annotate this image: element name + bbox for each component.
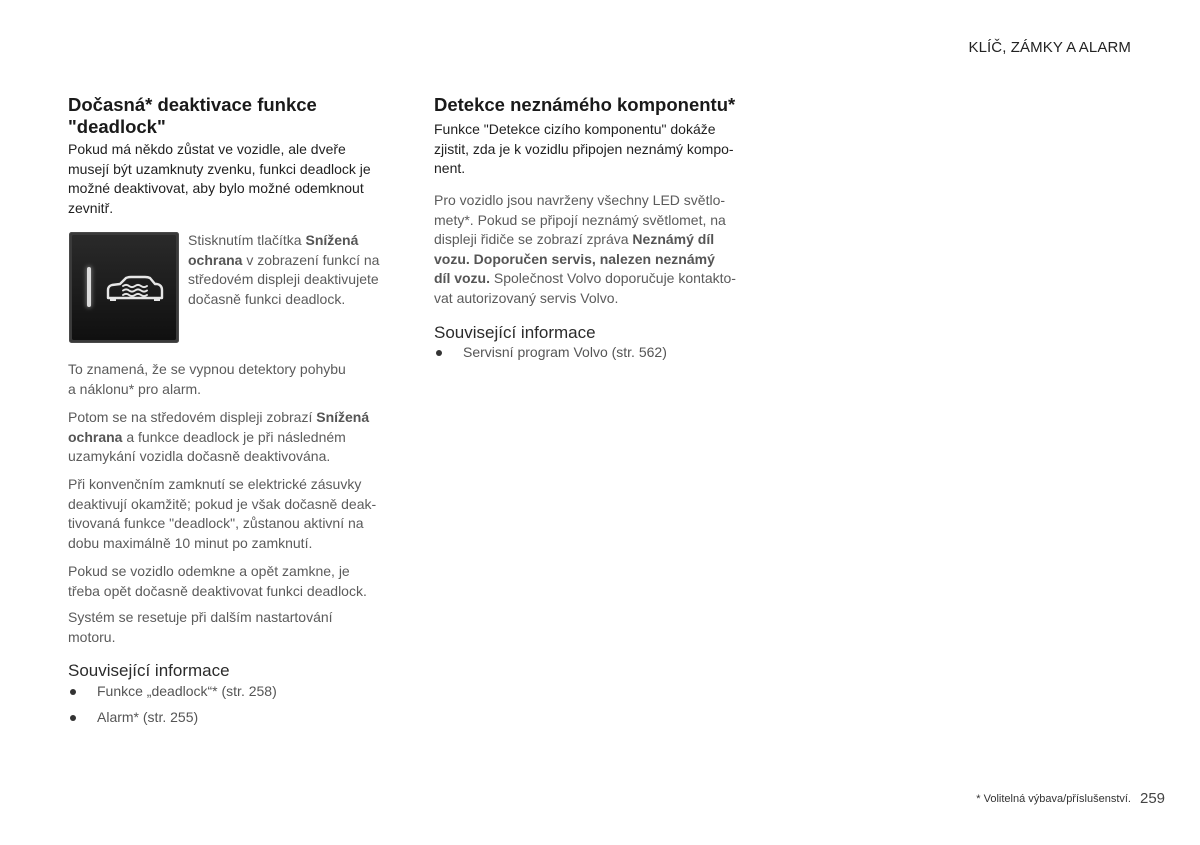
bullet-icon — [70, 715, 76, 721]
text-line — [434, 230, 736, 250]
text-line: nent. — [434, 160, 466, 177]
reduced-guard-button-graphic — [69, 232, 179, 343]
text-line: a náklonu* pro alarm. — [68, 380, 202, 397]
text-line: musejí být uzamknuty zvenku, funkci deadlock je — [68, 160, 371, 177]
text-line — [434, 250, 736, 270]
related-link-deadlock[interactable] — [68, 682, 277, 702]
related-link-label: Servisní program Volvo (str. 562) — [463, 344, 667, 360]
related-info-title: Související informace — [434, 323, 596, 342]
button-caption — [188, 231, 379, 309]
display-label-text: Snížená — [305, 232, 359, 248]
display-label-text: ochrana — [188, 251, 243, 268]
text-line — [434, 269, 736, 289]
reduced-guard-button-image — [69, 232, 179, 343]
text-run: a funkce deadlock je při následném — [122, 428, 346, 445]
text-run: v zobrazení funkcí na — [242, 251, 380, 268]
related-info-title: Související informace — [68, 661, 230, 680]
text-line — [68, 408, 369, 428]
text-line: uzamykání vozidla dočasně deaktivována. — [68, 448, 331, 465]
related-link-label: Funkce „deadlock“* (str. 258) — [97, 683, 277, 699]
text-line — [68, 428, 369, 448]
text-line: Pro vozidlo jsou navrženy všechny LED světlo- — [434, 192, 726, 208]
related-info-deadlock — [68, 661, 398, 731]
display-message-text: Neznámý díl — [632, 231, 715, 248]
text-line: dočasně funkci deadlock. — [188, 290, 346, 307]
text-run: Stisknutím tlačítka — [188, 232, 306, 248]
text-line: třeba opět dočasně deaktivovat funkci deadlock. — [68, 582, 367, 599]
related-info-unknown-component — [434, 323, 764, 367]
text-line: mety*. Pokud se připojí neznámý světlomet, na — [434, 211, 726, 228]
text-line: motoru. — [68, 628, 116, 645]
paragraph-detectors — [68, 360, 346, 399]
text-run: Společnost Volvo doporučuje kontakto- — [490, 270, 736, 287]
paragraph-power-sockets — [68, 475, 376, 553]
text-run: Potom se na středovém displeji zobrazí — [68, 409, 317, 425]
text-line — [188, 231, 379, 251]
display-label-text: Snížená — [316, 409, 370, 425]
related-link-alarm[interactable] — [68, 708, 198, 728]
related-link-label: Alarm* (str. 255) — [97, 709, 199, 725]
text-line — [188, 251, 379, 271]
text-line: zevnitř. — [68, 199, 114, 216]
page-number: 259 — [1140, 790, 1166, 807]
text-line: Pokud se vozidlo odemkne a opět zamkne, je — [68, 563, 350, 579]
text-line: středovém displeji deaktivujete — [188, 271, 379, 288]
heading-line: Dočasná* deaktivace funkce — [68, 94, 317, 115]
optional-equipment-footnote: * Volitelná výbava/příslušenství. — [976, 793, 1131, 805]
paragraph-relock — [68, 562, 367, 601]
text-line: Systém se resetuje při dalším nastartování — [68, 609, 333, 625]
text-line: možné deaktivovat, aby bylo možné odemknout — [68, 180, 364, 197]
text-line: To znamená, že se vypnou detektory pohybu — [68, 361, 346, 377]
bullet-icon — [70, 689, 76, 695]
unknown-component-heading: Detekce neznámého komponentu* — [434, 94, 736, 115]
paragraph-reset — [68, 608, 333, 647]
text-line: zjistit, zda je k vozidlu připojen neznámý kompo- — [434, 140, 734, 157]
related-link-service-program[interactable] — [434, 343, 667, 363]
text-run: displeji řidiče se zobrazí zpráva — [434, 231, 633, 248]
text-line: Funkce "Detekce cizího komponentu" dokáže — [434, 121, 716, 137]
bullet-icon — [436, 350, 442, 356]
paragraph-led-lights — [434, 191, 736, 309]
unknown-component-intro — [434, 120, 734, 179]
indicator-light-icon — [86, 266, 92, 308]
deadlock-intro — [68, 140, 371, 218]
text-line: deaktivují okamžitě; pokud je však dočasně deak- — [68, 495, 377, 512]
section-title: KLÍČ, ZÁMKY A ALARM — [968, 39, 1131, 56]
text-line: tivovaná funkce "deadlock", zůstanou aktivní na — [68, 515, 364, 532]
display-message-text: díl vozu. — [434, 270, 490, 287]
display-message-text: vozu. Doporučen servis, nalezen neznámý — [434, 250, 715, 267]
text-line: dobu maximálně 10 minut po zamknutí. — [68, 534, 313, 551]
text-line: Pokud má někdo zůstat ve vozidle, ale dveře — [68, 141, 346, 157]
display-label-text: ochrana — [68, 428, 123, 445]
heading-line: "deadlock" — [68, 116, 166, 137]
text-line: vat autorizovaný servis Volvo. — [434, 289, 619, 306]
paragraph-display-message — [68, 408, 369, 467]
text-line: Při konvenčním zamknutí se elektrické zásuvky — [68, 476, 362, 492]
deadlock-heading — [68, 94, 317, 138]
